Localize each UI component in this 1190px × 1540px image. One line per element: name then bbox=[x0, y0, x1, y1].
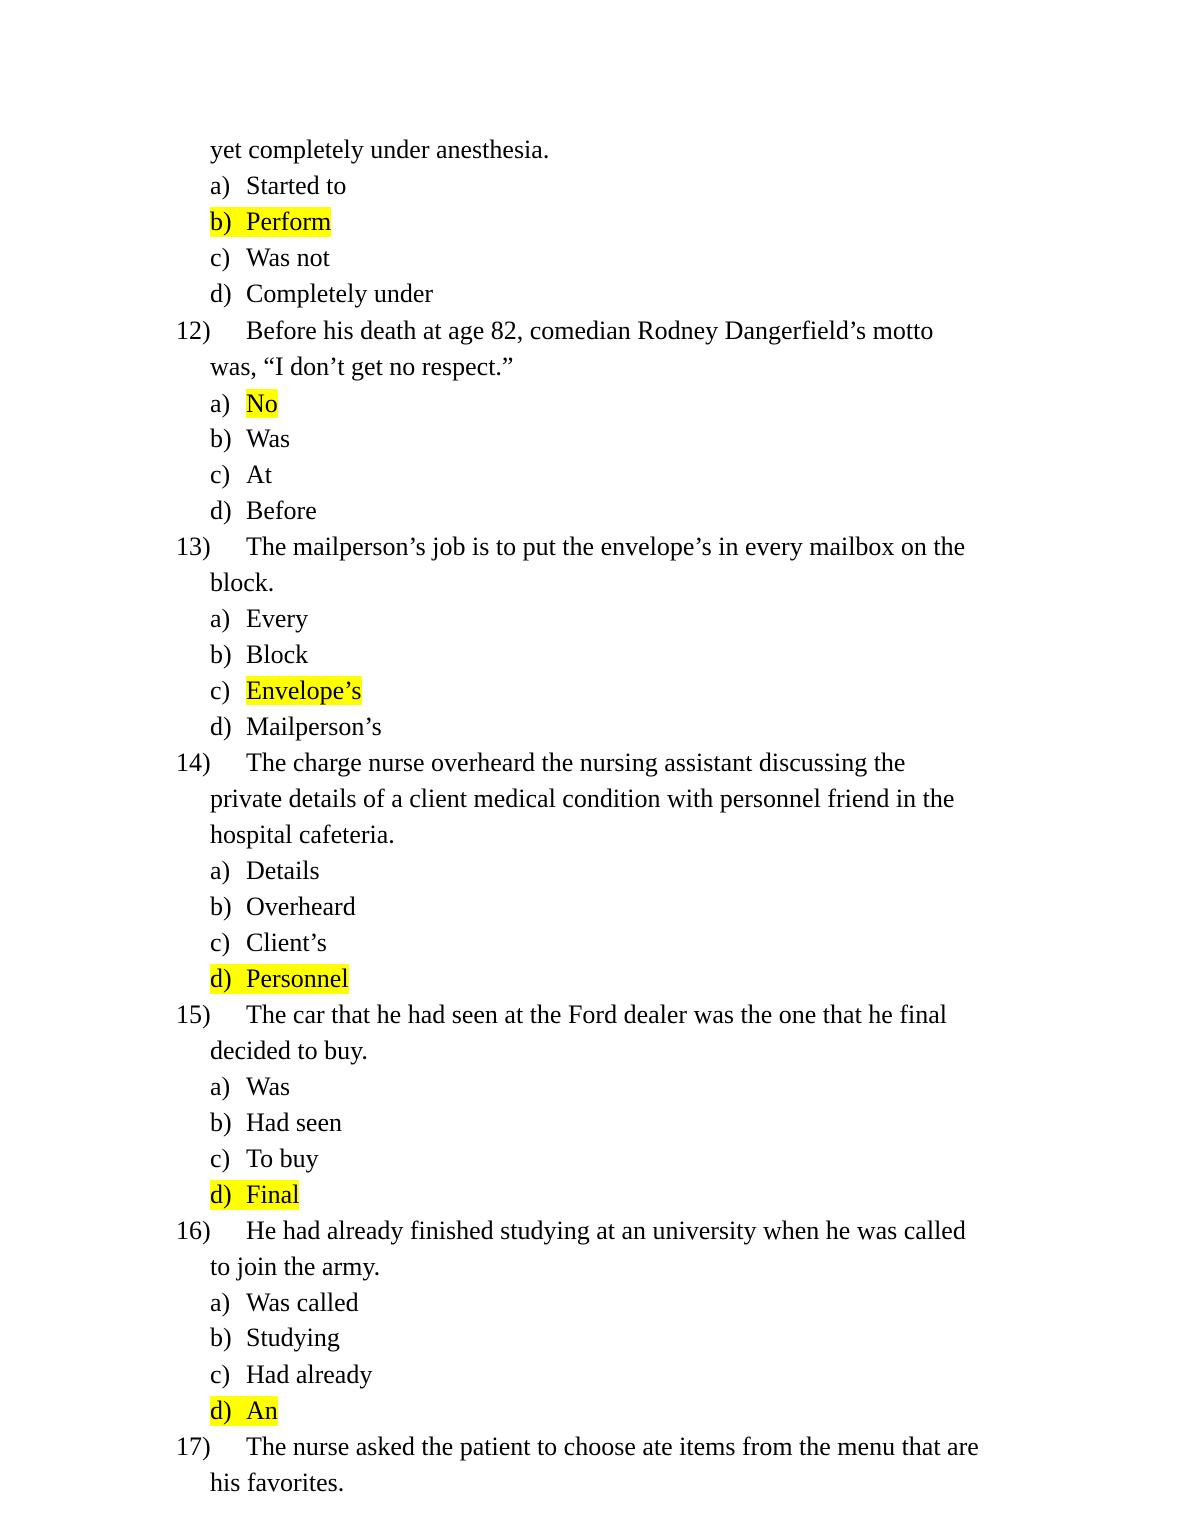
option-text: Started to bbox=[246, 171, 347, 200]
question-number: 15) bbox=[176, 1000, 211, 1029]
question-text-line: hospital cafeteria. bbox=[210, 820, 395, 849]
question-15-option-b bbox=[210, 1108, 342, 1138]
option-text: No bbox=[246, 389, 278, 418]
question-14-option-c bbox=[210, 928, 327, 958]
option-text: Was bbox=[246, 1072, 291, 1101]
option-letter: d) bbox=[210, 279, 232, 308]
option-text: Mailperson’s bbox=[246, 712, 382, 741]
question-number: 17) bbox=[176, 1432, 211, 1461]
question-13-option-a bbox=[210, 604, 308, 634]
question-11-option-c bbox=[210, 243, 330, 273]
question-text-line: The nurse asked the patient to choose ate items from the menu that are bbox=[246, 1432, 979, 1461]
option-text: Final bbox=[246, 1180, 300, 1209]
question-16-option-b bbox=[210, 1323, 340, 1353]
option-text: Had already bbox=[246, 1360, 373, 1389]
question-16-option-d bbox=[210, 1396, 278, 1426]
question-text-line: private details of a client medical condition with personnel friend in the bbox=[210, 784, 955, 813]
question-text-line: decided to buy. bbox=[210, 1036, 368, 1065]
question-14-option-a bbox=[210, 856, 320, 886]
option-letter: b) bbox=[210, 207, 232, 236]
question-15-option-c bbox=[210, 1144, 319, 1174]
option-text: Block bbox=[246, 640, 309, 669]
option-letter: b) bbox=[210, 424, 232, 453]
question-14-option-d bbox=[210, 964, 349, 994]
option-letter: b) bbox=[210, 892, 232, 921]
option-text: Studying bbox=[246, 1323, 340, 1352]
question-14-option-b bbox=[210, 892, 356, 922]
option-letter: c) bbox=[210, 243, 231, 272]
question-number: 14) bbox=[176, 748, 211, 777]
option-letter: d) bbox=[210, 712, 232, 741]
option-letter: a) bbox=[210, 389, 231, 418]
question-13-option-d bbox=[210, 712, 382, 742]
option-letter: c) bbox=[210, 1360, 231, 1389]
option-text: Client’s bbox=[246, 928, 327, 957]
question-text-line: The charge nurse overheard the nursing assistant discussing the bbox=[246, 748, 906, 777]
option-letter: a) bbox=[210, 1072, 231, 1101]
question-15-option-d bbox=[210, 1180, 299, 1210]
question-16-option-a bbox=[210, 1288, 359, 1318]
option-text: An bbox=[246, 1396, 278, 1425]
option-text: To buy bbox=[246, 1144, 319, 1173]
question-11-option-d bbox=[210, 279, 433, 309]
question-text-line: The car that he had seen at the Ford dealer was the one that he final bbox=[246, 1000, 947, 1029]
question-text-line: was, “I don’t get no respect.” bbox=[210, 352, 514, 381]
question-text-line: block. bbox=[210, 568, 275, 597]
question-12-option-d bbox=[210, 496, 317, 526]
option-letter: c) bbox=[210, 676, 231, 705]
question-11-continuation: yet completely under anesthesia. bbox=[210, 135, 550, 164]
question-11-option-a bbox=[210, 171, 346, 201]
option-letter: d) bbox=[210, 496, 232, 525]
option-letter: a) bbox=[210, 1288, 231, 1317]
question-15-option-a bbox=[210, 1072, 290, 1102]
question-13-option-b bbox=[210, 640, 308, 670]
option-text: Completely under bbox=[246, 279, 434, 308]
question-text-line: He had already finished studying at an university when he was called bbox=[246, 1216, 966, 1245]
option-text: Was not bbox=[246, 243, 330, 272]
question-12-option-a bbox=[210, 389, 278, 419]
option-text: Was called bbox=[246, 1288, 359, 1317]
option-letter: a) bbox=[210, 856, 231, 885]
option-text: Envelope’s bbox=[246, 676, 362, 705]
question-12-option-c bbox=[210, 460, 272, 490]
question-text-line: to join the army. bbox=[210, 1252, 381, 1281]
question-16-option-c bbox=[210, 1360, 372, 1390]
option-text: Personnel bbox=[246, 964, 349, 993]
option-text: Perform bbox=[246, 207, 332, 236]
option-letter: a) bbox=[210, 604, 231, 633]
option-text: Details bbox=[246, 856, 320, 885]
option-letter: b) bbox=[210, 1108, 232, 1137]
option-text: Before bbox=[246, 496, 317, 525]
question-text-line: The mailperson’s job is to put the envelope’s in every mailbox on the bbox=[246, 532, 966, 561]
option-text: At bbox=[246, 460, 272, 489]
question-13-option-c bbox=[210, 676, 362, 706]
option-text: Overheard bbox=[246, 892, 356, 921]
question-11-option-b bbox=[210, 207, 331, 237]
option-letter: a) bbox=[210, 171, 231, 200]
question-text-line: Before his death at age 82, comedian Rodney Dangerfield’s motto bbox=[246, 316, 934, 345]
question-number: 16) bbox=[176, 1216, 211, 1245]
option-letter: d) bbox=[210, 1396, 232, 1425]
option-letter: b) bbox=[210, 640, 232, 669]
option-letter: d) bbox=[210, 964, 232, 993]
option-letter: c) bbox=[210, 1144, 231, 1173]
option-text: Every bbox=[246, 604, 309, 633]
option-letter: c) bbox=[210, 460, 231, 489]
question-12-option-b bbox=[210, 424, 290, 454]
question-number: 12) bbox=[176, 316, 211, 345]
option-letter: d) bbox=[210, 1180, 232, 1209]
option-letter: b) bbox=[210, 1323, 232, 1352]
question-number: 13) bbox=[176, 532, 211, 561]
option-letter: c) bbox=[210, 928, 231, 957]
option-text: Was bbox=[246, 424, 291, 453]
question-text-line: his favorites. bbox=[210, 1468, 345, 1497]
option-text: Had seen bbox=[246, 1108, 343, 1137]
